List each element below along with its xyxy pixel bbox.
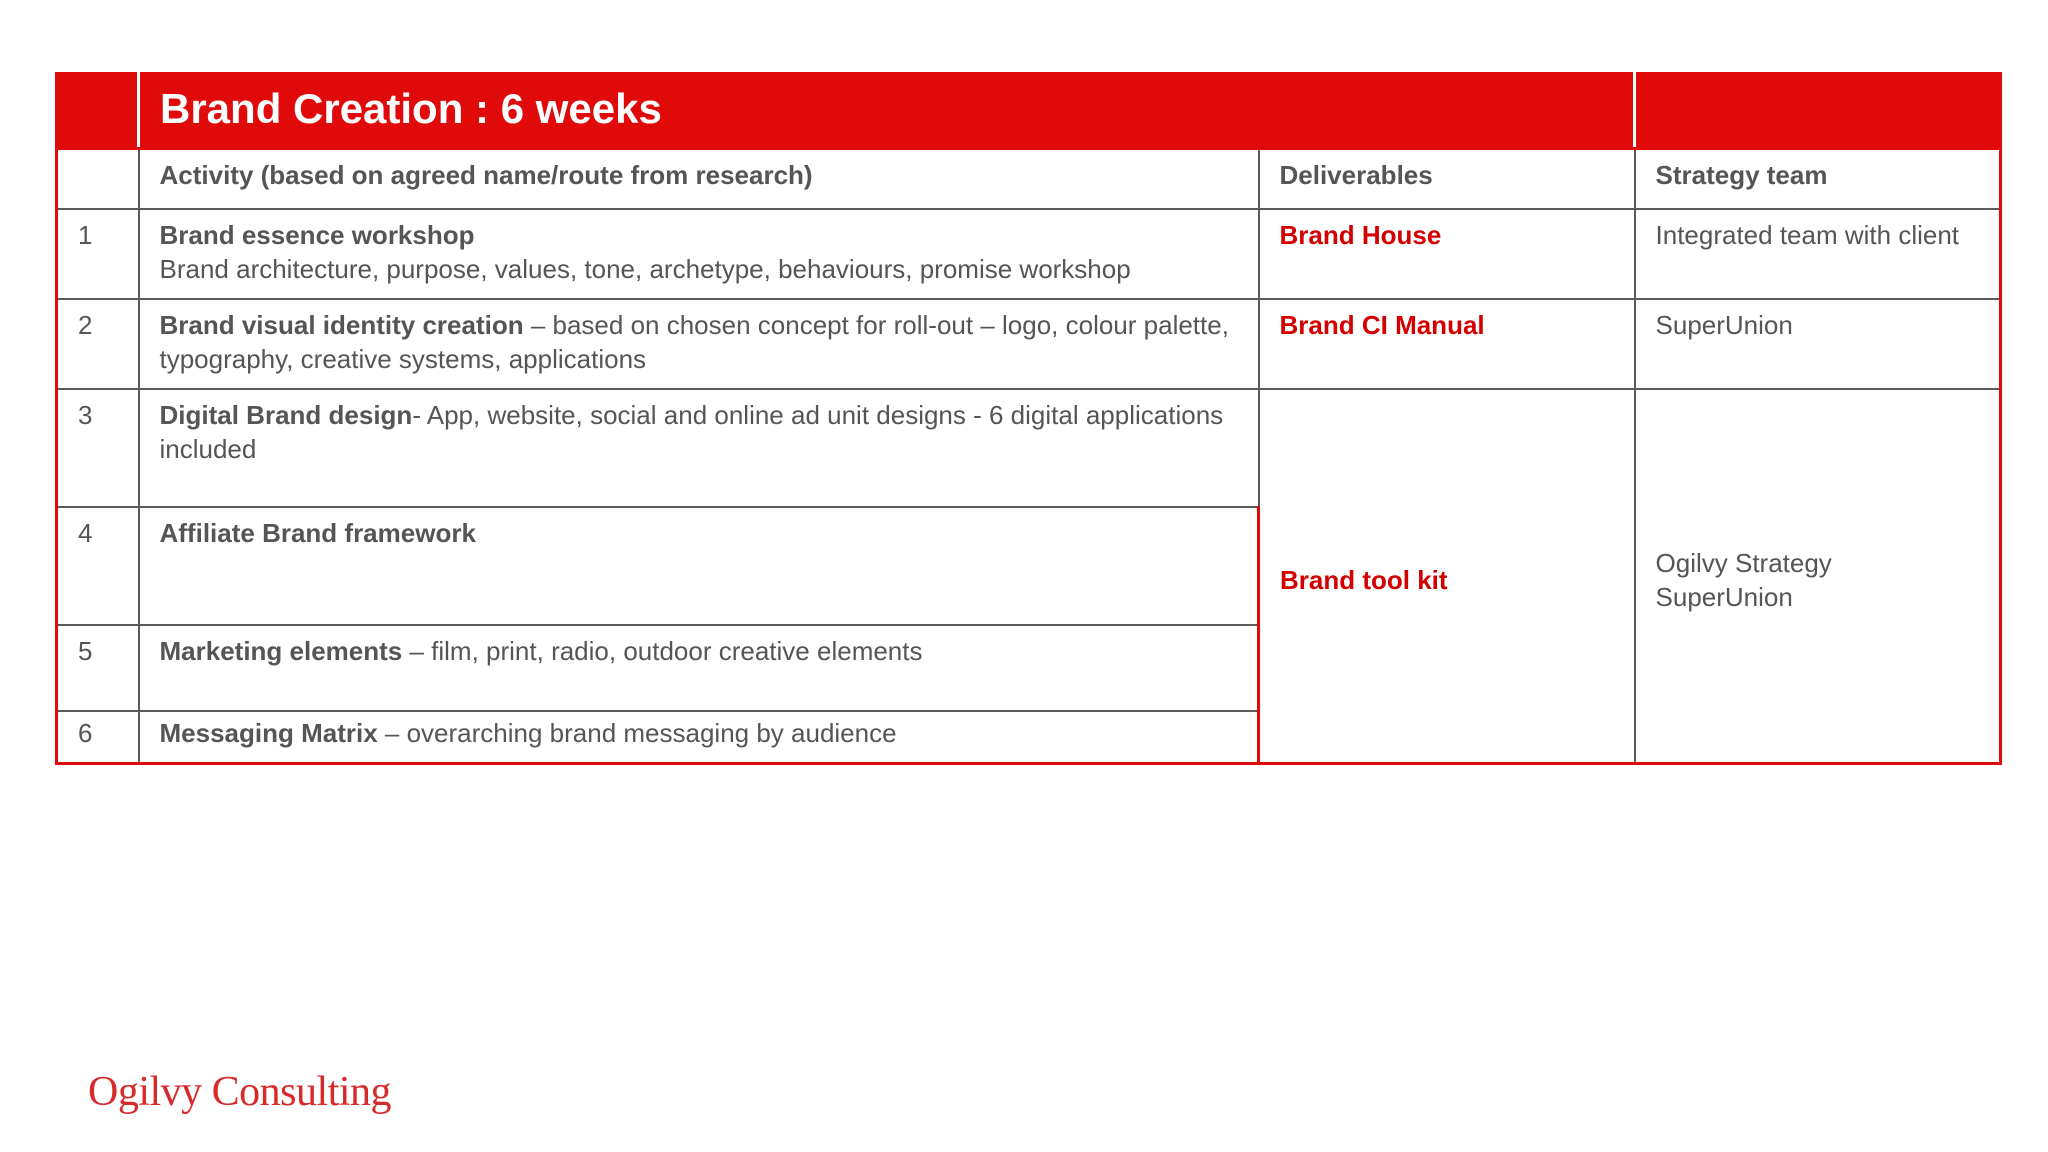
table-row	[57, 299, 2001, 389]
deliverable-cell: Brand CI Manual	[1259, 299, 1635, 389]
activity-title: Affiliate Brand framework	[159, 518, 476, 548]
merged-deliverable-cell: Brand tool kit	[1259, 389, 1635, 764]
activity-title: Brand visual identity creation	[159, 310, 524, 340]
row-number: 1	[57, 209, 139, 299]
title-cell	[139, 74, 1635, 149]
row-number: 2	[57, 299, 139, 389]
header-activity: Activity (based on agreed name/route from research)	[139, 149, 1259, 210]
header-num-cell	[57, 149, 139, 210]
activity-cell	[139, 299, 1259, 389]
row-number: 6	[57, 711, 139, 764]
strategy-team-line: SuperUnion	[1655, 582, 1793, 612]
title-right-cell	[1635, 74, 2001, 149]
activity-cell	[139, 711, 1259, 764]
merged-strategy-team-cell	[1635, 389, 2001, 764]
strategy-team-line: Ogilvy Strategy	[1655, 548, 1832, 578]
ogilvy-consulting-logo: Ogilvy Consulting	[88, 1069, 392, 1115]
table-row	[57, 209, 2001, 299]
header-row	[57, 149, 2001, 210]
activity-cell	[139, 507, 1259, 625]
strategy-team-cell: SuperUnion	[1635, 299, 2001, 389]
activity-cell	[139, 209, 1259, 299]
table-row	[57, 389, 2001, 507]
brand-creation-table	[55, 72, 2002, 765]
row-number: 4	[57, 507, 139, 625]
row-number: 5	[57, 625, 139, 711]
activity-description: – based on chosen concept for roll-out – logo, colour palette, typography, creative systems, applications	[159, 310, 1229, 374]
activity-title: Brand essence workshop	[159, 220, 475, 250]
table-title: Brand Creation : 6 weeks	[160, 84, 662, 132]
deliverable-cell: Brand House	[1259, 209, 1635, 299]
title-corner-cell	[57, 74, 139, 149]
activity-title: Marketing elements	[159, 636, 403, 666]
activity-cell	[139, 625, 1259, 711]
activity-cell	[139, 389, 1259, 507]
header-deliverables: Deliverables	[1259, 149, 1635, 210]
activity-description: Brand architecture, purpose, values, tone, archetype, behaviours, promise workshop	[159, 254, 1131, 284]
strategy-team-cell: Integrated team with client	[1635, 209, 2001, 299]
row-number: 3	[57, 389, 139, 507]
activity-description: - App, website, social and online ad unit designs - 6 digital applications included	[159, 400, 1224, 464]
activity-description: – overarching brand messaging by audience	[377, 718, 897, 748]
header-strategy-team: Strategy team	[1635, 149, 2001, 210]
title-row	[57, 74, 2001, 149]
activity-title: Digital Brand design	[159, 400, 413, 430]
activity-description: – film, print, radio, outdoor creative elements	[402, 636, 923, 666]
activity-title: Messaging Matrix	[159, 718, 378, 748]
